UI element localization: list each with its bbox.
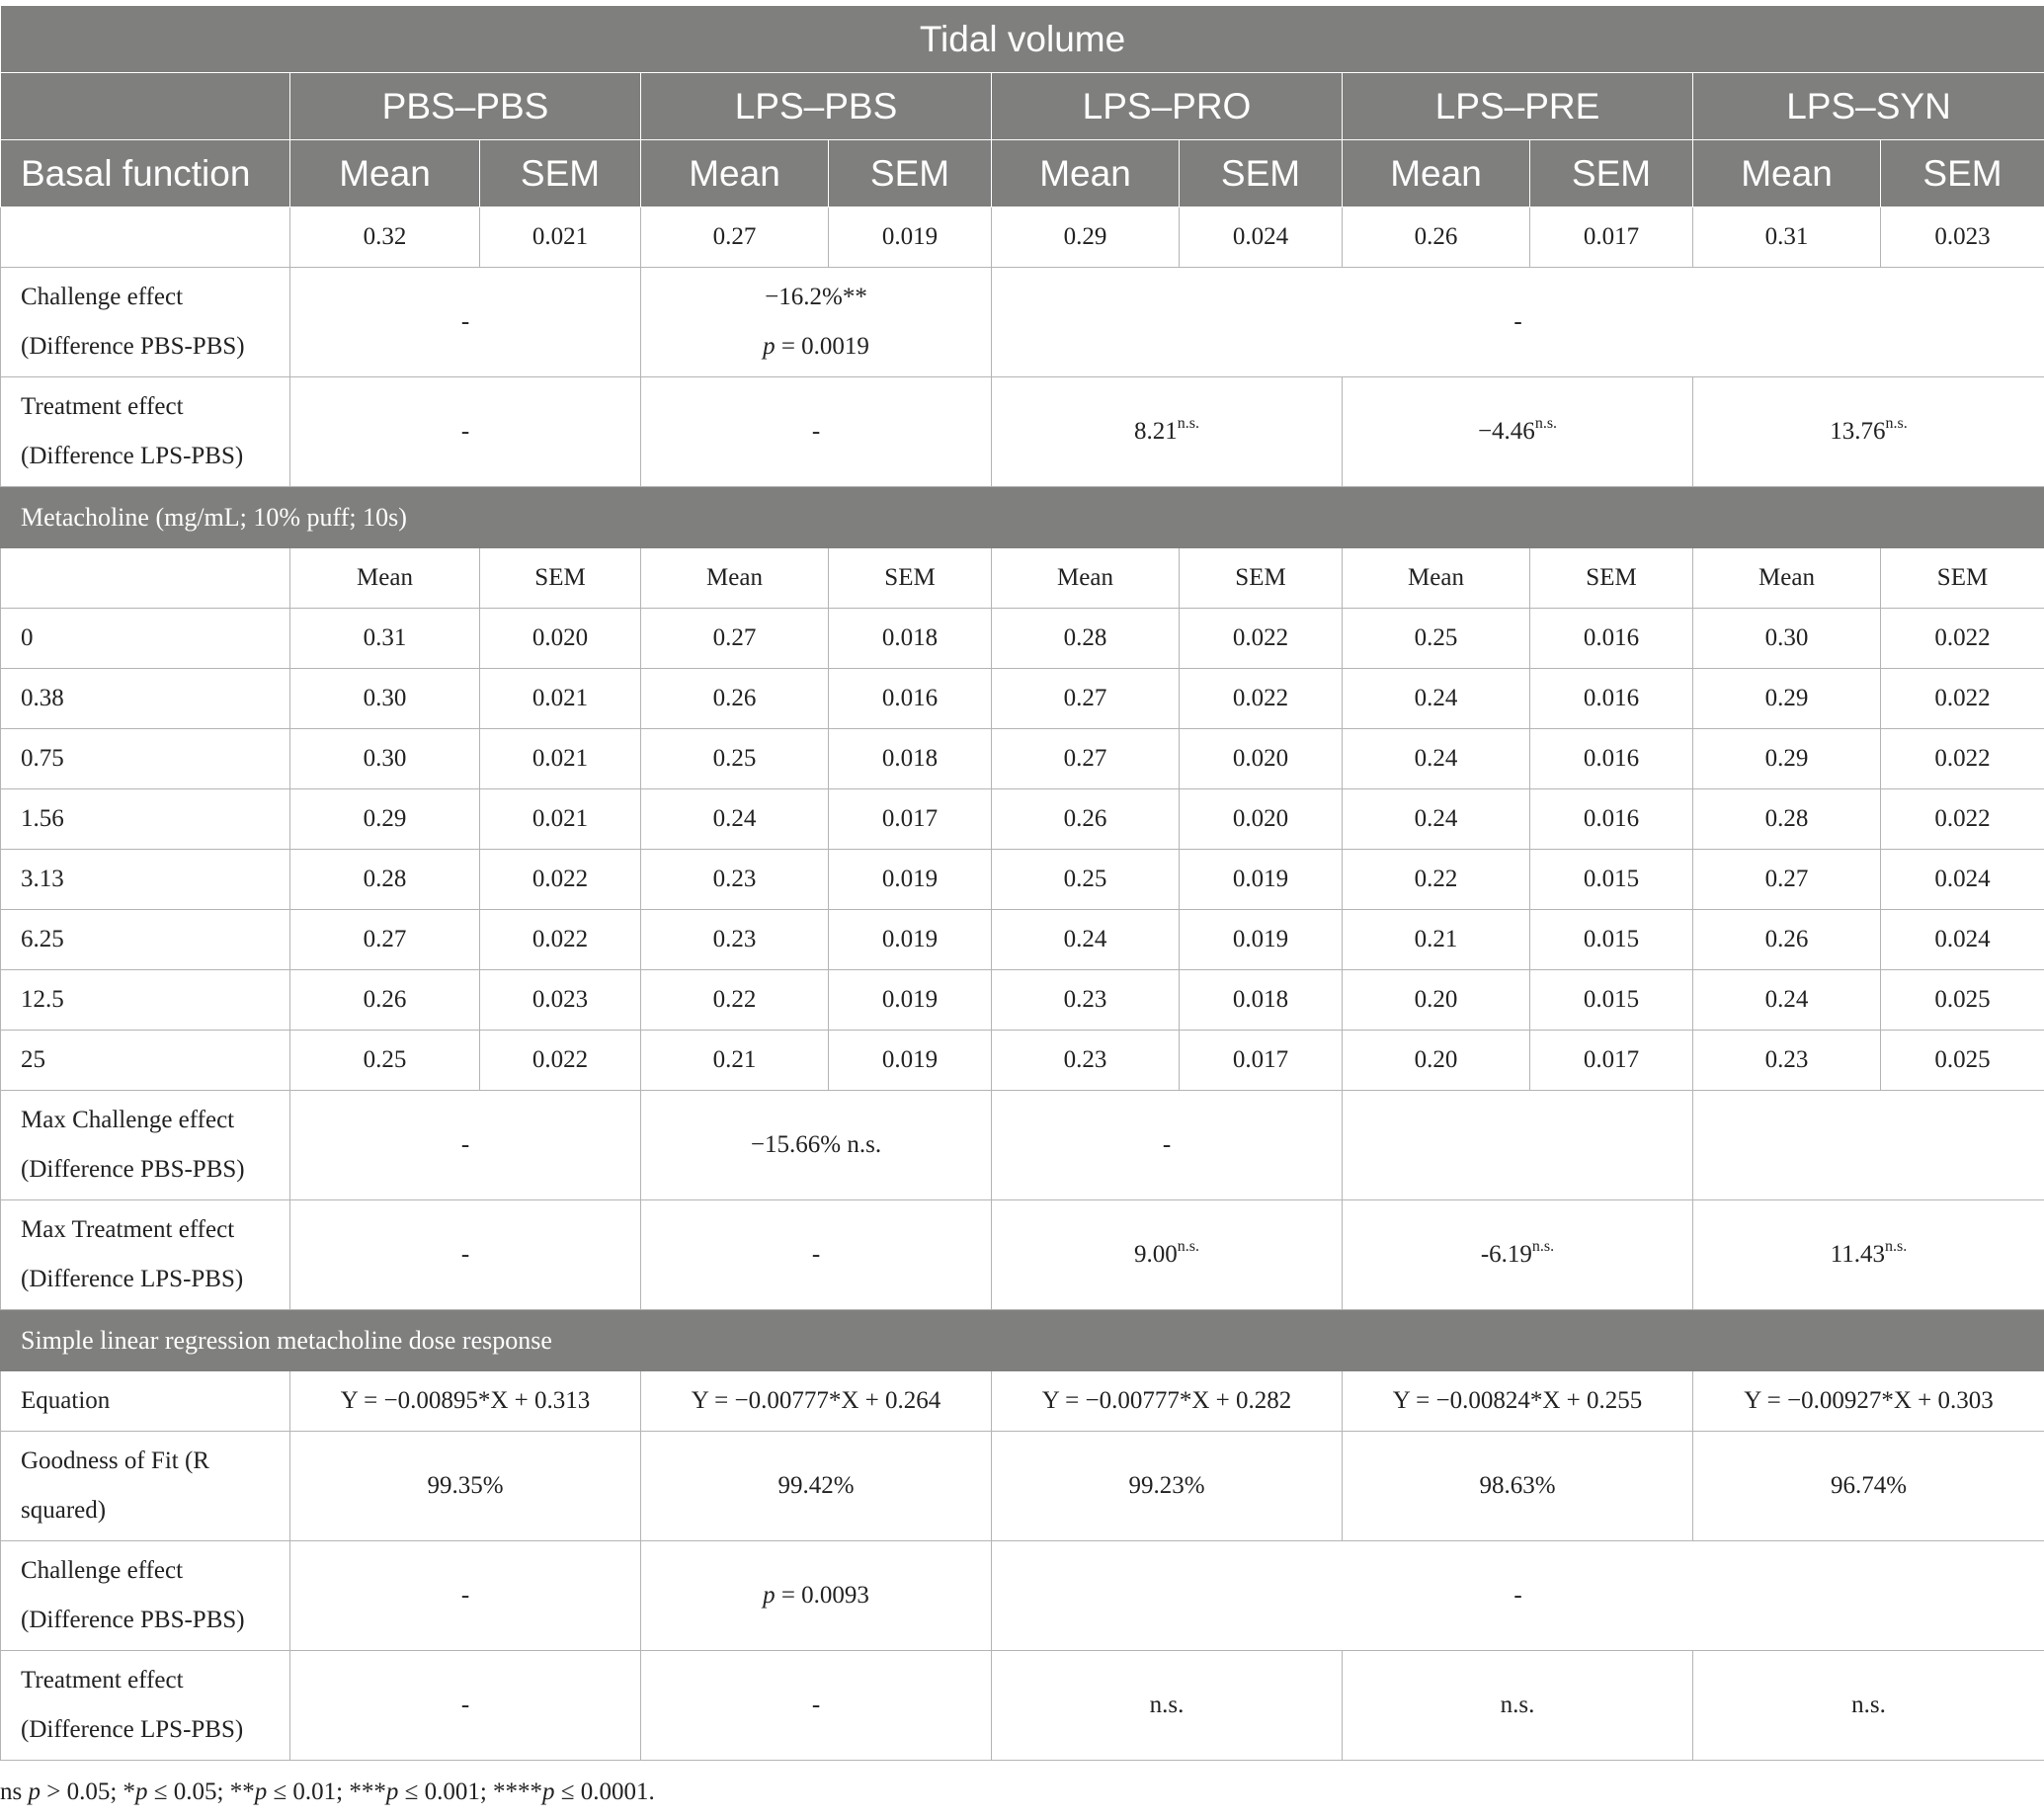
- table-cell: 0.017: [1530, 207, 1693, 268]
- sem-header: SEM: [1530, 548, 1693, 609]
- challenge-effect-label: [1, 1541, 290, 1651]
- table-cell: 0.30: [290, 729, 480, 789]
- table-cell: 0.022: [480, 910, 641, 970]
- table-cell: 0.24: [1343, 669, 1530, 729]
- table-cell: 0.30: [290, 669, 480, 729]
- p-number: = 0.0093: [775, 1582, 869, 1609]
- table-cell: 0.022: [1180, 609, 1343, 669]
- sem-header: SEM: [1881, 548, 2044, 609]
- sem-header: SEM: [480, 140, 641, 207]
- table-cell: 0.020: [1180, 729, 1343, 789]
- dose-row: [1, 1031, 2044, 1091]
- label-line: Max Challenge effect: [21, 1107, 235, 1133]
- footnote-text: ≤ 0.0001.: [554, 1778, 655, 1805]
- dose-row: [1, 729, 2044, 789]
- dose-row: [1, 970, 2044, 1031]
- table-cell: 0.016: [1530, 789, 1693, 850]
- table-cell: 0.016: [1530, 669, 1693, 729]
- dose-label: 12.5: [1, 970, 290, 1031]
- label-line: (Difference PBS-PBS): [21, 333, 245, 360]
- p-number: = 0.0019: [775, 333, 869, 360]
- value: 8.21: [1134, 418, 1178, 445]
- table-cell: 0.31: [1693, 207, 1881, 268]
- table-cell: 0.29: [290, 789, 480, 850]
- footnote-text: > 0.05; *: [40, 1778, 136, 1805]
- table-cell: 0.019: [1180, 850, 1343, 910]
- table-cell: 0.27: [992, 669, 1180, 729]
- max-treatment-effect-label: [1, 1200, 290, 1310]
- table-cell: 0.025: [1881, 1031, 2044, 1091]
- label-line: Treatment effect: [21, 393, 184, 420]
- equation-cell: Y = −0.00927*X + 0.303: [1693, 1371, 2044, 1432]
- table-cell: [1343, 1200, 1693, 1310]
- table-container: [0, 5, 2044, 1761]
- table-cell: 0.25: [992, 850, 1180, 910]
- table-cell: 0.023: [1881, 207, 2044, 268]
- table-cell: [1343, 377, 1693, 487]
- challenge-effect-label: [1, 268, 290, 377]
- label-line: (Difference LPS-PBS): [21, 1716, 244, 1743]
- section-header: Metacholine (mg/mL; 10% puff; 10s): [1, 487, 2044, 548]
- table-cell: 0.015: [1530, 910, 1693, 970]
- equation-cell: Y = −0.00895*X + 0.313: [290, 1371, 641, 1432]
- table-cell: -: [992, 1091, 1343, 1200]
- table-cell: 0.024: [1881, 850, 2044, 910]
- table-cell: 0.29: [1693, 729, 1881, 789]
- goodness-of-fit-row: [1, 1432, 2044, 1541]
- table-cell: 0.24: [992, 910, 1180, 970]
- table-cell: 0.22: [641, 970, 829, 1031]
- table-cell: 0.019: [829, 207, 992, 268]
- table-footnote: [0, 1778, 655, 1806]
- footnote-text: ns: [0, 1778, 29, 1805]
- table-cell: 0.23: [1693, 1031, 1881, 1091]
- fit-cell: 99.35%: [290, 1432, 641, 1541]
- footnote-italic: p: [254, 1778, 268, 1805]
- dose-label: 25: [1, 1031, 290, 1091]
- table-cell: 0.23: [641, 850, 829, 910]
- challenge-effect-value: [641, 268, 992, 377]
- dose-row: [1, 609, 2044, 669]
- table-cell: 0.019: [1180, 910, 1343, 970]
- table-cell: -: [290, 268, 641, 377]
- label-line: Max Treatment effect: [21, 1216, 235, 1243]
- regression-treatment-row: [1, 1651, 2044, 1761]
- table-cell: 0.017: [829, 789, 992, 850]
- table-cell: 0.25: [641, 729, 829, 789]
- fit-cell: 96.74%: [1693, 1432, 2044, 1541]
- p-symbol: p: [763, 333, 776, 360]
- equation-cell: Y = −0.00777*X + 0.264: [641, 1371, 992, 1432]
- table-cell: 0.019: [829, 910, 992, 970]
- table-cell: 0.016: [1530, 609, 1693, 669]
- value: 9.00: [1134, 1241, 1178, 1268]
- label-line: Goodness of Fit (R: [21, 1447, 209, 1474]
- fit-cell: 98.63%: [1343, 1432, 1693, 1541]
- treatment-effect-label: [1, 377, 290, 487]
- table-cell: 0.021: [480, 669, 641, 729]
- group-header: LPS–PBS: [641, 73, 992, 140]
- value: −4.46: [1477, 418, 1535, 445]
- table-cell: 0.25: [290, 1031, 480, 1091]
- fit-cell: 99.23%: [992, 1432, 1343, 1541]
- table-cell: -: [290, 377, 641, 487]
- table-title: Tidal volume: [1, 6, 2044, 73]
- regression-challenge-row: [1, 1541, 2044, 1651]
- table-cell: 0.28: [290, 850, 480, 910]
- table-cell: 0.016: [829, 669, 992, 729]
- table-cell: 0.30: [1693, 609, 1881, 669]
- equation-cell: Y = −0.00777*X + 0.282: [992, 1371, 1343, 1432]
- dose-label: 3.13: [1, 850, 290, 910]
- table-cell: 0.27: [641, 609, 829, 669]
- table-cell: n.s.: [1693, 1651, 2044, 1761]
- label-line: squared): [21, 1497, 107, 1524]
- basal-function-label: Basal function: [1, 140, 290, 207]
- table-cell: [1343, 1091, 1693, 1200]
- empty-cell: [1, 548, 290, 609]
- table-cell: 0.29: [1693, 669, 1881, 729]
- group-header: PBS–PBS: [290, 73, 641, 140]
- footnote-italic: p: [135, 1778, 148, 1805]
- table-cell: -: [641, 1200, 992, 1310]
- ns-superscript: n.s.: [1177, 415, 1199, 432]
- equation-cell: Y = −0.00824*X + 0.255: [1343, 1371, 1693, 1432]
- table-cell: 0.015: [1530, 970, 1693, 1031]
- table-cell: 0.019: [829, 1031, 992, 1091]
- dose-row: [1, 669, 2044, 729]
- sem-header: SEM: [829, 140, 992, 207]
- table-cell: [992, 1200, 1343, 1310]
- equation-row: [1, 1371, 2044, 1432]
- dose-label: 1.56: [1, 789, 290, 850]
- treatment-effect-row: [1, 377, 2044, 487]
- p-value: [647, 322, 985, 372]
- dose-row: [1, 910, 2044, 970]
- table-cell: 0.015: [1530, 850, 1693, 910]
- ns-superscript: n.s.: [1177, 1238, 1199, 1255]
- table-cell: 0.022: [1180, 669, 1343, 729]
- dose-row: [1, 850, 2044, 910]
- table-cell: 0.021: [480, 729, 641, 789]
- dose-label: 6.25: [1, 910, 290, 970]
- table-cell: 0.022: [1881, 669, 2044, 729]
- label-line: (Difference PBS-PBS): [21, 1607, 245, 1633]
- max-challenge-effect-label: [1, 1091, 290, 1200]
- table-cell: 0.018: [829, 729, 992, 789]
- table-cell: 0.32: [290, 207, 480, 268]
- mean-header: Mean: [1693, 140, 1881, 207]
- table-cell: [1693, 377, 2044, 487]
- mean-header: Mean: [1343, 140, 1530, 207]
- table-cell: 0.019: [829, 970, 992, 1031]
- table-cell: 0.018: [1180, 970, 1343, 1031]
- dose-label: 0.75: [1, 729, 290, 789]
- table-cell: 0.21: [1343, 910, 1530, 970]
- p-symbol: p: [763, 1582, 776, 1609]
- table-cell: 0.023: [480, 970, 641, 1031]
- tidal-volume-table: [0, 5, 2044, 1761]
- label-line: (Difference LPS-PBS): [21, 443, 244, 469]
- table-cell: 0.022: [480, 850, 641, 910]
- table-cell: [992, 377, 1343, 487]
- table-cell: 0.020: [1180, 789, 1343, 850]
- table-cell: 0.27: [1693, 850, 1881, 910]
- treatment-effect-label: [1, 1651, 290, 1761]
- value: -6.19: [1480, 1241, 1532, 1268]
- table-cell: 0.021: [480, 207, 641, 268]
- title-row: [1, 6, 2044, 73]
- table-cell: -: [290, 1651, 641, 1761]
- fit-cell: 99.42%: [641, 1432, 992, 1541]
- table-cell: 0.24: [1693, 970, 1881, 1031]
- sem-header: SEM: [1881, 140, 2044, 207]
- sem-header: SEM: [1180, 140, 1343, 207]
- sem-header: SEM: [480, 548, 641, 609]
- p-value: [641, 1541, 992, 1651]
- group-header-row: [1, 73, 2044, 140]
- table-cell: 0.26: [290, 970, 480, 1031]
- table-cell: 0.022: [480, 1031, 641, 1091]
- label-line: Challenge effect: [21, 284, 184, 310]
- label-line: Challenge effect: [21, 1557, 184, 1584]
- table-cell: 0.27: [992, 729, 1180, 789]
- table-cell: 0.022: [1881, 789, 2044, 850]
- regression-section-row: [1, 1310, 2044, 1371]
- section-header: Simple linear regression metacholine dose response: [1, 1310, 2044, 1371]
- footnote-text: ≤ 0.001; ****: [398, 1778, 543, 1805]
- percent-value: −16.2%**: [765, 284, 867, 310]
- table-cell: 0.26: [1693, 910, 1881, 970]
- sem-header: SEM: [1180, 548, 1343, 609]
- table-cell: 0.20: [1343, 970, 1530, 1031]
- table-cell: -: [641, 1651, 992, 1761]
- sem-header: SEM: [829, 548, 992, 609]
- mean-header: Mean: [1343, 548, 1530, 609]
- max-treatment-effect-row: [1, 1200, 2044, 1310]
- ns-superscript: n.s.: [1885, 1238, 1908, 1255]
- goodness-of-fit-label: [1, 1432, 290, 1541]
- table-cell: 0.025: [1881, 970, 2044, 1031]
- dose-label: 0: [1, 609, 290, 669]
- table-cell: -: [290, 1091, 641, 1200]
- table-cell: 0.019: [829, 850, 992, 910]
- label-line: (Difference LPS-PBS): [21, 1266, 244, 1292]
- table-cell: 0.23: [992, 970, 1180, 1031]
- basal-header-row: [1, 140, 2044, 207]
- table-cell: 0.018: [829, 609, 992, 669]
- mean-header: Mean: [290, 548, 480, 609]
- value: 13.76: [1830, 418, 1886, 445]
- mean-header: Mean: [641, 548, 829, 609]
- table-cell: 0.29: [992, 207, 1180, 268]
- value: 11.43: [1830, 1241, 1886, 1268]
- mean-header: Mean: [290, 140, 480, 207]
- mean-header: Mean: [992, 548, 1180, 609]
- dose-row: [1, 789, 2044, 850]
- ns-superscript: n.s.: [1534, 415, 1558, 432]
- group-header: LPS–SYN: [1693, 73, 2044, 140]
- table-cell: 0.24: [1343, 729, 1530, 789]
- mean-header: Mean: [1693, 548, 1881, 609]
- table-cell: 0.26: [992, 789, 1180, 850]
- group-header: LPS–PRE: [1343, 73, 1693, 140]
- table-cell: 0.024: [1180, 207, 1343, 268]
- table-cell: 0.024: [1881, 910, 2044, 970]
- footnote-italic: p: [542, 1778, 555, 1805]
- table-cell: 0.016: [1530, 729, 1693, 789]
- table-cell: 0.022: [1881, 609, 2044, 669]
- table-cell: 0.20: [1343, 1031, 1530, 1091]
- challenge-effect-row: [1, 268, 2044, 377]
- table-cell: 0.25: [1343, 609, 1530, 669]
- table-cell: 0.26: [641, 669, 829, 729]
- group-header-empty: [1, 73, 290, 140]
- table-cell: 0.022: [1881, 729, 2044, 789]
- table-cell: -: [992, 1541, 2044, 1651]
- table-cell: 0.021: [480, 789, 641, 850]
- metacholine-section-row: [1, 487, 2044, 548]
- table-cell: [1693, 1091, 2044, 1200]
- basal-values-row: [1, 207, 2044, 268]
- footnote-italic: p: [385, 1778, 399, 1805]
- table-cell: 0.017: [1530, 1031, 1693, 1091]
- table-cell: 0.28: [1693, 789, 1881, 850]
- table-cell: 0.21: [641, 1031, 829, 1091]
- label-line: (Difference PBS-PBS): [21, 1156, 245, 1183]
- max-challenge-effect-row: [1, 1091, 2044, 1200]
- table-cell: 0.31: [290, 609, 480, 669]
- table-cell: 0.23: [641, 910, 829, 970]
- table-cell: −15.66% n.s.: [641, 1091, 992, 1200]
- sem-header: SEM: [1530, 140, 1693, 207]
- table-cell: 0.24: [1343, 789, 1530, 850]
- table-cell: 0.28: [992, 609, 1180, 669]
- table-cell: [1693, 1200, 2044, 1310]
- ns-superscript: n.s.: [1531, 1238, 1555, 1255]
- table-cell: n.s.: [1343, 1651, 1693, 1761]
- group-header: LPS–PRO: [992, 73, 1343, 140]
- table-cell: 0.23: [992, 1031, 1180, 1091]
- table-cell: 0.26: [1343, 207, 1530, 268]
- dose-label: 0.38: [1, 669, 290, 729]
- table-cell: 0.27: [290, 910, 480, 970]
- empty-cell: [1, 207, 290, 268]
- table-cell: n.s.: [992, 1651, 1343, 1761]
- table-cell: 0.24: [641, 789, 829, 850]
- ns-superscript: n.s.: [1885, 415, 1908, 432]
- label-line: Treatment effect: [21, 1667, 184, 1694]
- metacholine-subheader-row: [1, 548, 2044, 609]
- mean-header: Mean: [992, 140, 1180, 207]
- table-cell: -: [992, 268, 2044, 377]
- footnote-italic: p: [28, 1778, 41, 1805]
- table-cell: -: [290, 1541, 641, 1651]
- equation-label: Equation: [1, 1371, 290, 1432]
- table-cell: 0.020: [480, 609, 641, 669]
- table-cell: 0.017: [1180, 1031, 1343, 1091]
- table-cell: 0.22: [1343, 850, 1530, 910]
- mean-header: Mean: [641, 140, 829, 207]
- table-cell: 0.27: [641, 207, 829, 268]
- footnote-text: ≤ 0.05; **: [147, 1778, 255, 1805]
- table-cell: -: [641, 377, 992, 487]
- footnote-text: ≤ 0.01; ***: [267, 1778, 386, 1805]
- table-cell: -: [290, 1200, 641, 1310]
